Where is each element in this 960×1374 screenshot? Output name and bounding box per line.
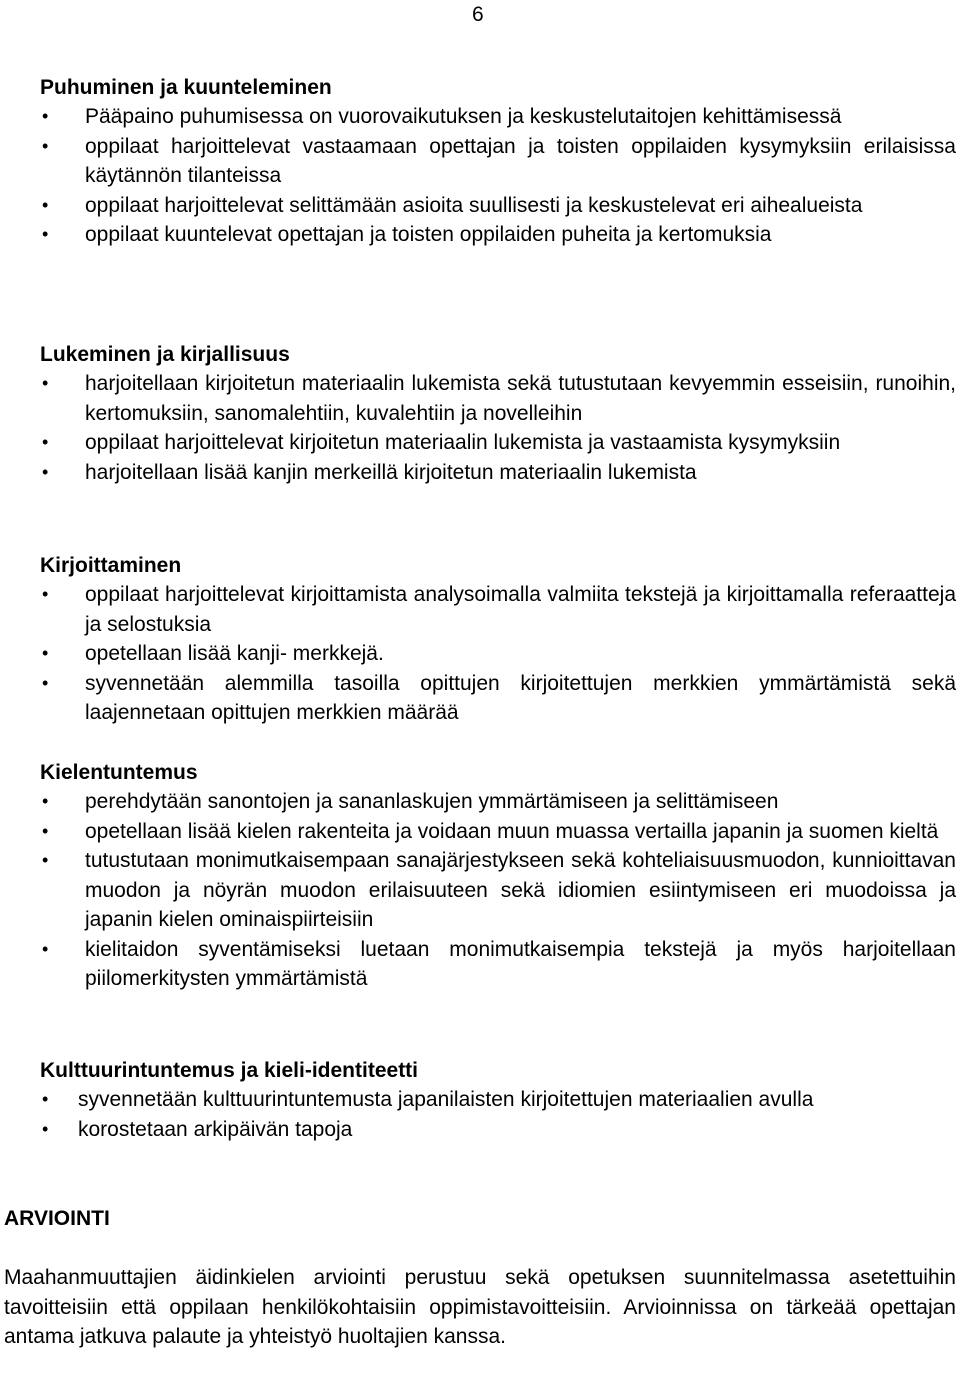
list-item-text: tutustutaan monimutkaisempaan sanajärjestykseen sekä kohteliaisuusmuodon, kunnioittavan muodon ja nöyrän muodon erilaisuuteen sekä idiomien esiintymiseen eri muodoissa ja japanin kielen ominaispiirteisiin	[85, 849, 956, 931]
bullet-icon: •	[42, 461, 49, 482]
list-item	[40, 369, 956, 428]
bullet-icon: •	[42, 584, 49, 604]
list-item	[40, 132, 956, 191]
list-item-text: syvennetään kulttuurintuntemusta japanilaisten kirjoitettujen materiaalien avulla	[78, 1088, 814, 1111]
list-item	[40, 1085, 956, 1115]
list-item-text: oppilaat harjoittelevat vastaamaan opettajan ja toisten oppilaiden kysymyksiin erilaisissa käytännön tilanteissa	[85, 134, 956, 187]
page-number: 6	[472, 3, 484, 26]
list-item-text: syvennetään alemmilla tasoilla opittujen kirjoitettujen merkkien ymmärtämistä sekä laajennetaan opittujen merkkien määrää	[85, 671, 956, 724]
list-item-text: oppilaat harjoittelevat kirjoittamista analysoimalla valmiita tekstejä ja kirjoittamalla referaatteja ja selostuksia	[85, 583, 956, 636]
list-item-text: korostetaan arkipäivän tapoja	[78, 1117, 353, 1141]
bullet-icon: •	[42, 1089, 49, 1109]
section-heading: Puhuminen ja kuunteleminen	[40, 76, 332, 99]
bullet-icon: •	[42, 820, 49, 841]
list-item	[40, 935, 956, 994]
bullet-icon: •	[42, 106, 49, 126]
bullet-icon: •	[42, 643, 49, 663]
bullet-list	[40, 1085, 956, 1144]
list-item	[40, 639, 956, 669]
section-kielentuntemus	[40, 758, 956, 994]
list-item-text: opetellaan lisää kanji- merkkejä.	[85, 642, 384, 665]
bullet-icon: •	[42, 373, 49, 393]
list-item	[40, 1115, 956, 1145]
section-heading: Kielentuntemus	[40, 761, 198, 784]
bullet-icon: •	[42, 938, 49, 959]
list-item	[40, 428, 956, 458]
list-item	[40, 669, 956, 728]
assessment-section	[4, 1204, 956, 1352]
bullet-icon: •	[42, 432, 49, 452]
list-item-text: kielitaidon syventämiseksi luetaan monimutkaisempia tekstejä ja myös harjoitellaan piilomerkitysten ymmärtämistä	[85, 937, 956, 990]
bullet-list	[40, 580, 956, 728]
bullet-icon: •	[42, 135, 49, 156]
assessment-heading: ARVIOINTI	[4, 1207, 110, 1230]
bullet-icon: •	[42, 224, 49, 244]
assessment-paragraph: Maahanmuuttajien äidinkielen arviointi perustuu sekä opetuksen suunnitelmassa asetettuihin tavoitteisiin että oppilaan henkilökohtaisiin oppimistavoitteisiin. Arvioinnissa on tärkeää opettajan antama jatkuva palaute ja yhteistyö huoltajien kanssa.	[4, 1266, 956, 1348]
section-puhuminen	[40, 73, 956, 250]
bullet-icon: •	[42, 1118, 49, 1139]
bullet-icon: •	[42, 194, 49, 215]
list-item-text: Pääpaino puhumisessa on vuorovaikutuksen ja keskustelutaitojen kehittämisessä	[85, 105, 842, 128]
section-heading: Kirjoittaminen	[40, 554, 182, 577]
list-item-text: oppilaat harjoittelevat selittämään asioita suullisesti ja keskustelevat eri aihealueista	[85, 193, 863, 217]
bullet-icon: •	[42, 791, 49, 811]
list-item-text: perehdytään sanontojen ja sananlaskujen ymmärtämiseen ja selittämiseen	[85, 790, 779, 813]
section-heading: Lukeminen ja kirjallisuus	[40, 343, 290, 366]
list-item-text: oppilaat harjoittelevat kirjoitetun materiaalin lukemista ja vastaamista kysymyksiin	[85, 431, 841, 454]
bullet-icon: •	[42, 850, 49, 870]
list-item	[40, 102, 956, 132]
section-kirjoittaminen	[40, 551, 956, 728]
list-item	[40, 817, 956, 847]
section-lukeminen	[40, 340, 956, 487]
section-heading: Kulttuurintuntemus ja kieli-identiteetti	[40, 1059, 419, 1082]
section-kulttuurintuntemus	[40, 1056, 956, 1144]
bullet-list	[40, 102, 956, 250]
bullet-list	[40, 369, 956, 487]
bullet-list	[40, 787, 956, 994]
list-item	[40, 220, 956, 250]
list-item-text: opetellaan lisää kielen rakenteita ja voidaan muun muassa vertailla japanin ja suomen kieltä	[85, 819, 939, 843]
list-item	[40, 787, 956, 817]
list-item	[40, 191, 956, 221]
list-item-text: harjoitellaan lisää kanjin merkeillä kirjoitetun materiaalin lukemista	[85, 460, 697, 484]
list-item-text: harjoitellaan kirjoitetun materiaalin lukemista sekä tutustutaan kevyemmin esseisiin, runoihin, kertomuksiin, sanomalehtiin, kuvalehtiin ja novelleihin	[85, 372, 956, 425]
list-item	[40, 580, 956, 639]
bullet-icon: •	[42, 672, 49, 693]
list-item	[40, 458, 956, 488]
list-item	[40, 846, 956, 935]
list-item-text: oppilaat kuuntelevat opettajan ja toisten oppilaiden puheita ja kertomuksia	[85, 223, 772, 246]
